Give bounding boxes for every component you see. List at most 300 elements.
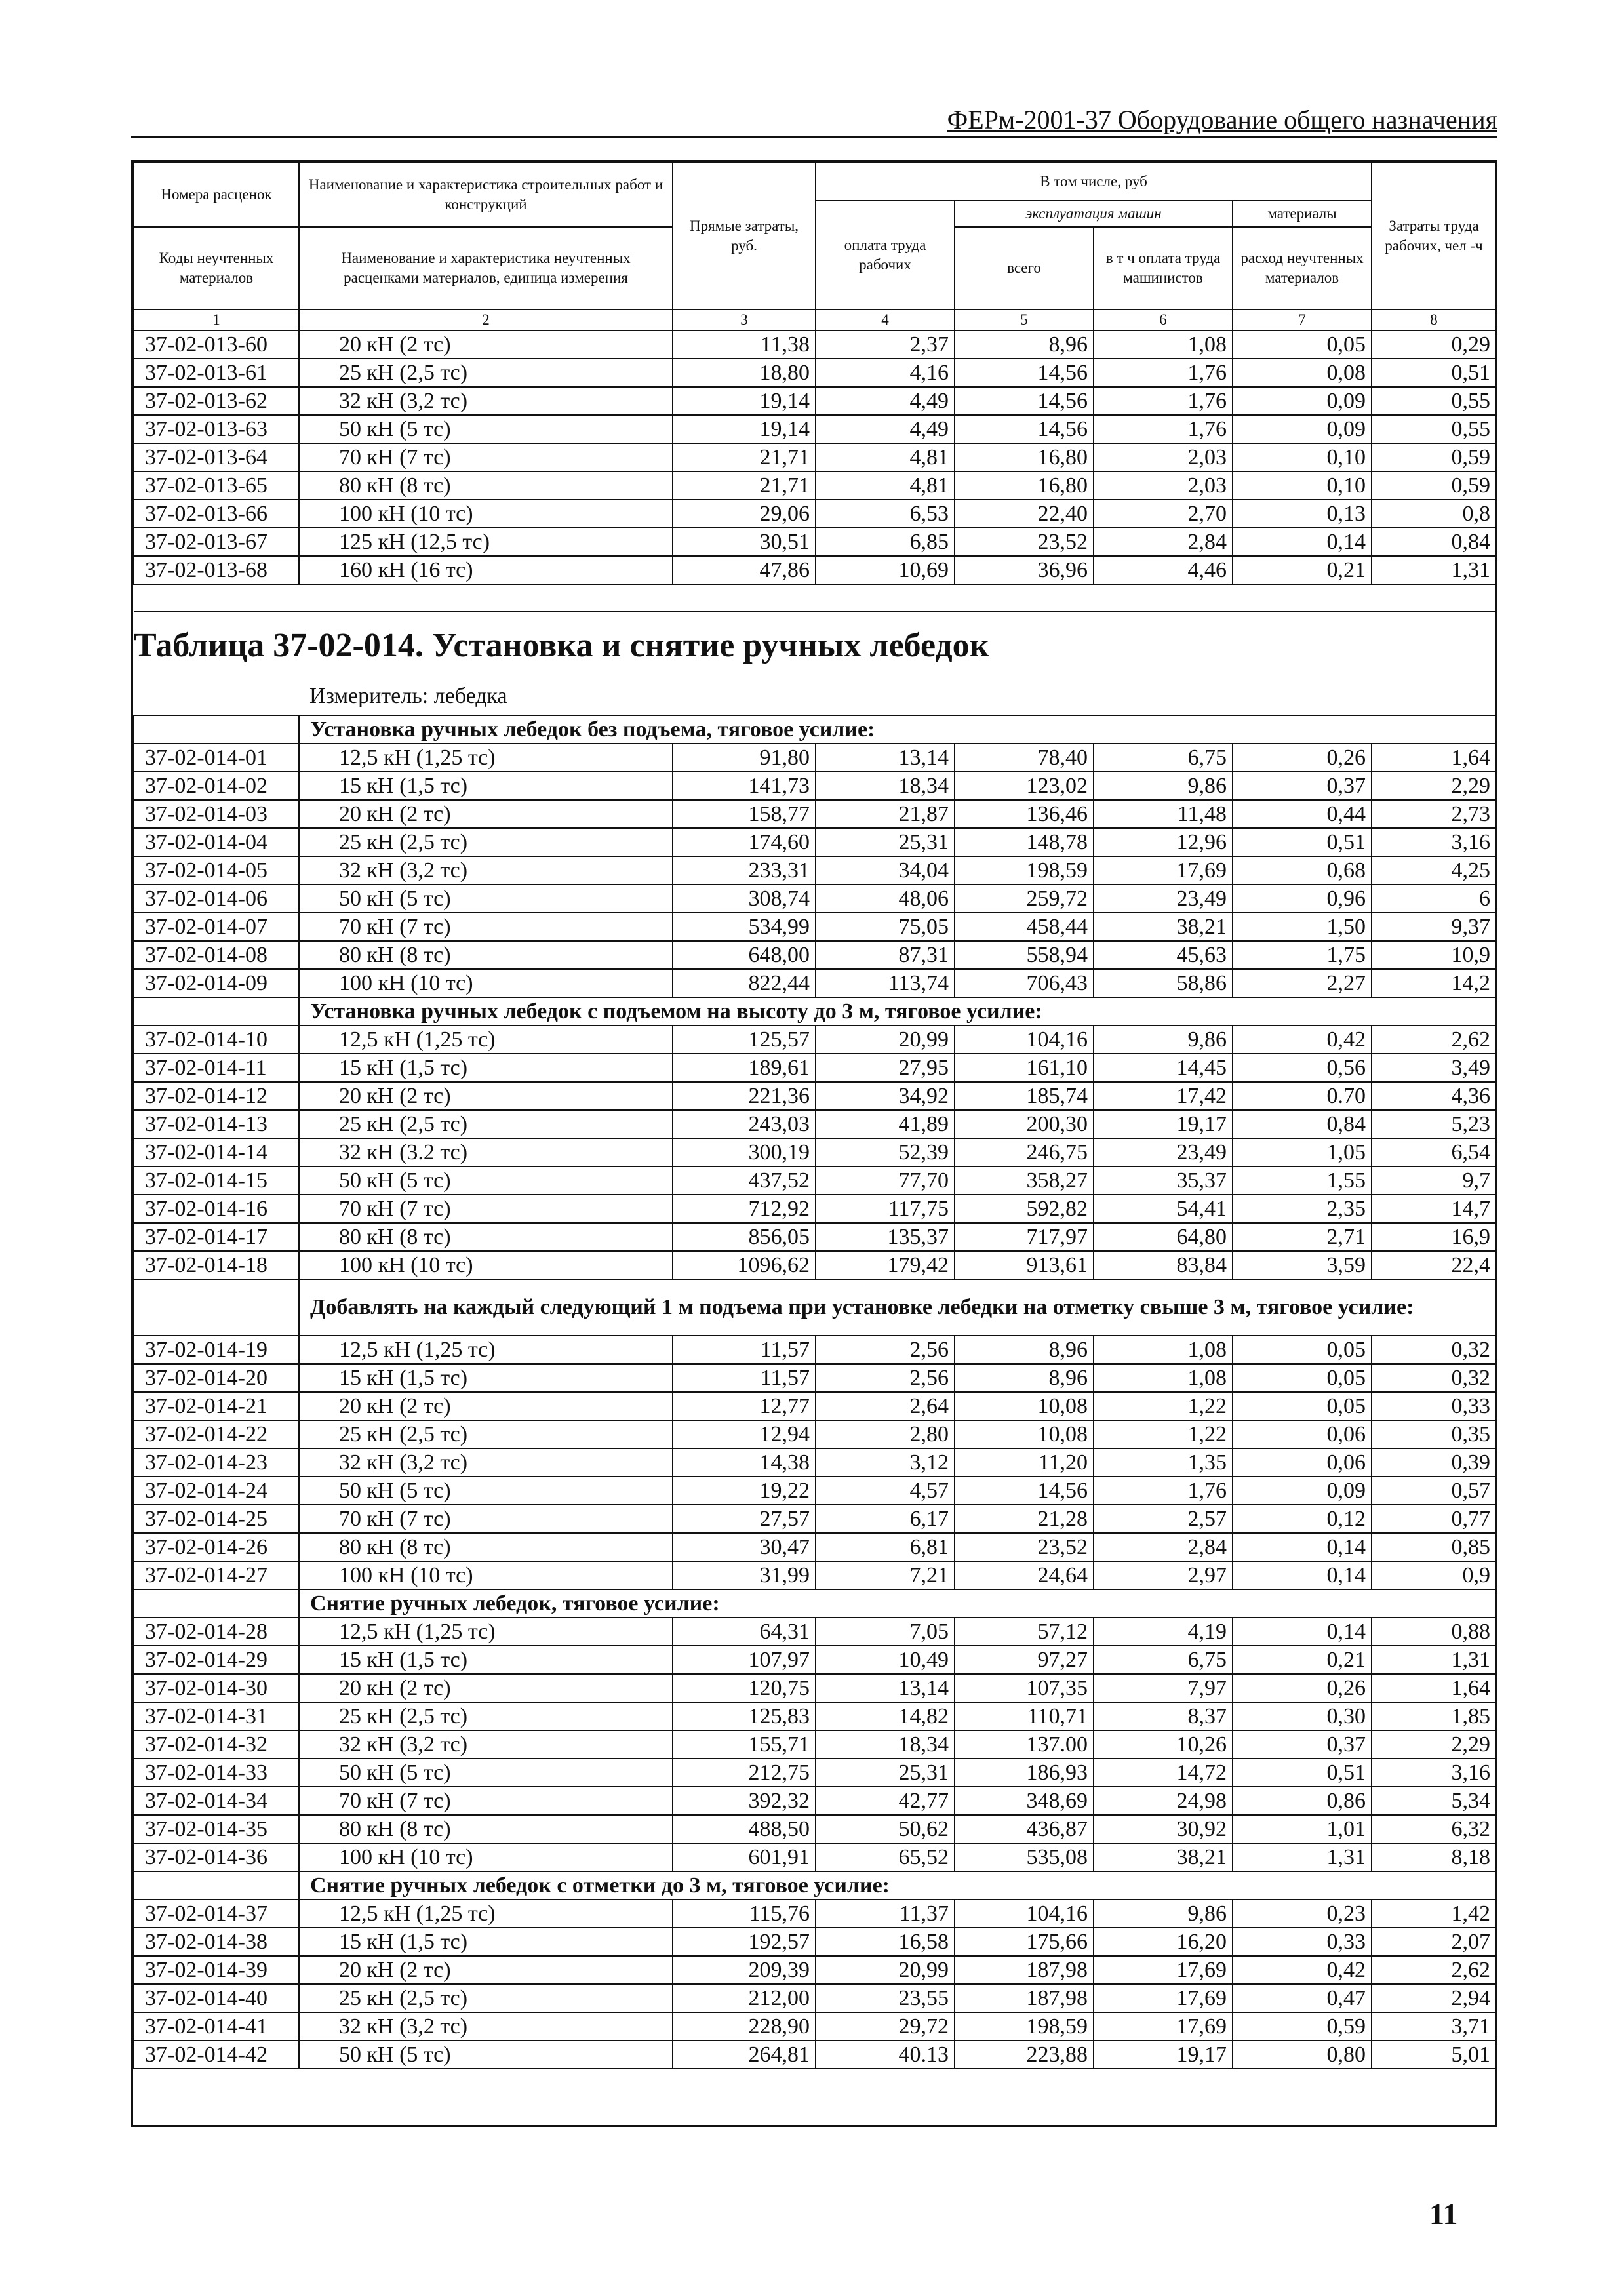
- machine-total-value: 8,96: [955, 1336, 1094, 1364]
- rate-name: 50 кН (5 тс): [299, 415, 673, 443]
- materials-value: 0,09: [1233, 1477, 1372, 1505]
- table-row: [134, 856, 1496, 885]
- labor-pay-value: 42,77: [816, 1787, 955, 1815]
- table-row: [134, 1110, 1496, 1138]
- direct-costs-value: 21,71: [673, 471, 816, 500]
- labor-pay-value: 3,12: [816, 1448, 955, 1477]
- rate-name: 80 кН (8 тс): [299, 471, 673, 500]
- section-heading-row: [134, 1279, 1496, 1336]
- rate-code: 37-02-014-24: [134, 1477, 299, 1505]
- rate-code: 37-02-013-60: [134, 330, 299, 359]
- labor-hours-value: 0,33: [1372, 1392, 1496, 1420]
- machine-total-value: 436,87: [955, 1815, 1094, 1843]
- machine-total-value: 259,72: [955, 885, 1094, 913]
- rate-code: 37-02-014-01: [134, 744, 299, 772]
- direct-costs-value: 115,76: [673, 1900, 816, 1928]
- rate-name: 20 кН (2 тс): [299, 1674, 673, 1702]
- direct-costs-value: 243,03: [673, 1110, 816, 1138]
- table-header: [134, 163, 1496, 330]
- labor-hours-value: 14,7: [1372, 1195, 1496, 1223]
- direct-costs-value: 648,00: [673, 941, 816, 969]
- direct-costs-value: 534,99: [673, 913, 816, 941]
- materials-value: 0,37: [1233, 1730, 1372, 1759]
- machine-total-value: 913,61: [955, 1251, 1094, 1279]
- direct-costs-value: 47,86: [673, 556, 816, 584]
- rate-name: 20 кН (2 тс): [299, 1956, 673, 1984]
- machinist-pay-value: 6,75: [1094, 744, 1233, 772]
- direct-costs-value: 212,75: [673, 1759, 816, 1787]
- rate-code: 37-02-014-05: [134, 856, 299, 885]
- table-row: [134, 1984, 1496, 2012]
- materials-value: 0,06: [1233, 1448, 1372, 1477]
- rate-name: 15 кН (1,5 тс): [299, 1646, 673, 1674]
- machine-total-value: 198,59: [955, 2012, 1094, 2041]
- materials-value: 0,68: [1233, 856, 1372, 885]
- col-number: 2: [299, 309, 673, 330]
- machine-total-value: 592,82: [955, 1195, 1094, 1223]
- rate-name: 12,5 кН (1,25 тс): [299, 1026, 673, 1054]
- materials-value: 0,26: [1233, 1674, 1372, 1702]
- rate-name: 100 кН (10 тс): [299, 969, 673, 997]
- machinist-pay-value: 9,86: [1094, 1026, 1233, 1054]
- machinist-pay-value: 16,20: [1094, 1928, 1233, 1956]
- machine-total-value: 16,80: [955, 471, 1094, 500]
- rate-code: 37-02-014-37: [134, 1900, 299, 1928]
- labor-pay-value: 4,81: [816, 443, 955, 471]
- labor-pay-value: 2,37: [816, 330, 955, 359]
- rate-code: 37-02-014-15: [134, 1166, 299, 1195]
- labor-hours-value: 0,59: [1372, 471, 1496, 500]
- direct-costs-value: 30,51: [673, 528, 816, 556]
- labor-hours-value: 2,62: [1372, 1026, 1496, 1054]
- machine-total-value: 24,64: [955, 1561, 1094, 1589]
- materials-value: 0,05: [1233, 1336, 1372, 1364]
- materials-value: 0,12: [1233, 1505, 1372, 1533]
- materials-value: 2,27: [1233, 969, 1372, 997]
- rate-name: 12,5 кН (1,25 тс): [299, 1618, 673, 1646]
- labor-pay-value: 34,04: [816, 856, 955, 885]
- labor-pay-value: 10,69: [816, 556, 955, 584]
- machinist-pay-value: 1,76: [1094, 415, 1233, 443]
- table-row: [134, 387, 1496, 415]
- materials-value: 0.70: [1233, 1082, 1372, 1110]
- direct-costs-value: 91,80: [673, 744, 816, 772]
- direct-costs-value: 19,22: [673, 1477, 816, 1505]
- machinist-pay-value: 1,22: [1094, 1392, 1233, 1420]
- table-row: [134, 528, 1496, 556]
- machinist-pay-value: 1,22: [1094, 1420, 1233, 1448]
- direct-costs-value: 856,05: [673, 1223, 816, 1251]
- table-014-measure: Измеритель: лебедка: [299, 678, 1496, 715]
- labor-hours-value: 9,37: [1372, 913, 1496, 941]
- labor-hours-value: 0,85: [1372, 1533, 1496, 1561]
- machinist-pay-value: 10,26: [1094, 1730, 1233, 1759]
- labor-pay-value: 18,34: [816, 1730, 955, 1759]
- direct-costs-value: 192,57: [673, 1928, 816, 1956]
- section-heading-row: [134, 1871, 1496, 1900]
- labor-hours-value: 1,31: [1372, 1646, 1496, 1674]
- materials-value: 2,35: [1233, 1195, 1372, 1223]
- rate-name: 25 кН (2,5 тс): [299, 1984, 673, 2012]
- machinist-pay-value: 17,69: [1094, 1984, 1233, 2012]
- machinist-pay-value: 58,86: [1094, 969, 1233, 997]
- machine-total-value: 358,27: [955, 1166, 1094, 1195]
- machine-total-value: 175,66: [955, 1928, 1094, 1956]
- rate-name: 50 кН (5 тс): [299, 885, 673, 913]
- running-header-text: ФЕРм-2001-37 Оборудование общего назначения: [947, 105, 1497, 134]
- labor-pay-value: 23,55: [816, 1984, 955, 2012]
- header-labor-costs: Затраты труда рабочих, чел -ч: [1372, 163, 1496, 309]
- rate-code: 37-02-014-04: [134, 828, 299, 856]
- materials-value: 1,50: [1233, 913, 1372, 941]
- header-machinist-pay: в т ч оплата труда машинистов: [1094, 227, 1233, 309]
- table-014-title: Таблица 37-02-014. Установка и снятие ручных лебедок: [134, 612, 1496, 678]
- labor-pay-value: 113,74: [816, 969, 955, 997]
- rate-code: 37-02-014-25: [134, 1505, 299, 1533]
- table-row: [134, 1928, 1496, 1956]
- materials-value: 0,47: [1233, 1984, 1372, 2012]
- rate-name: 32 кН (3,2 тс): [299, 1448, 673, 1477]
- direct-costs-value: 221,36: [673, 1082, 816, 1110]
- labor-hours-value: 2,07: [1372, 1928, 1496, 1956]
- table-014-body: [134, 715, 1496, 2069]
- table-row: [134, 1448, 1496, 1477]
- labor-hours-value: 1,64: [1372, 744, 1496, 772]
- header-unaccounted-materials: расход неучтенных материалов: [1233, 227, 1372, 309]
- labor-pay-value: 29,72: [816, 2012, 955, 2041]
- machine-total-value: 23,52: [955, 528, 1094, 556]
- machinist-pay-value: 23,49: [1094, 885, 1233, 913]
- machine-total-value: 717,97: [955, 1223, 1094, 1251]
- direct-costs-value: 125,57: [673, 1026, 816, 1054]
- materials-value: 1,75: [1233, 941, 1372, 969]
- direct-costs-value: 11,38: [673, 330, 816, 359]
- direct-costs-value: 18,80: [673, 359, 816, 387]
- labor-pay-value: 48,06: [816, 885, 955, 913]
- machinist-pay-value: 2,57: [1094, 1505, 1233, 1533]
- rate-code: 37-02-014-19: [134, 1336, 299, 1364]
- rate-name: 12,5 кН (1,25 тс): [299, 1336, 673, 1364]
- table-row: [134, 1364, 1496, 1392]
- table-row: [134, 1730, 1496, 1759]
- rate-name: 25 кН (2,5 тс): [299, 359, 673, 387]
- rate-code: 37-02-014-17: [134, 1223, 299, 1251]
- rate-code: 37-02-014-23: [134, 1448, 299, 1477]
- materials-value: 0,42: [1233, 1956, 1372, 1984]
- direct-costs-value: 437,52: [673, 1166, 816, 1195]
- table-row: [134, 359, 1496, 387]
- machinist-pay-value: 38,21: [1094, 1843, 1233, 1871]
- rate-name: 32 кН (3.2 тс): [299, 1138, 673, 1166]
- header-including: В том числе, руб: [816, 163, 1372, 201]
- rate-code: 37-02-014-41: [134, 2012, 299, 2041]
- machine-total-value: 104,16: [955, 1026, 1094, 1054]
- rate-code: 37-02-014-12: [134, 1082, 299, 1110]
- direct-costs-value: 209,39: [673, 1956, 816, 1984]
- machinist-pay-value: 9,86: [1094, 772, 1233, 800]
- machinist-pay-value: 83,84: [1094, 1251, 1233, 1279]
- materials-value: 0,08: [1233, 359, 1372, 387]
- rate-code: 37-02-014-11: [134, 1054, 299, 1082]
- labor-pay-value: 6,53: [816, 500, 955, 528]
- machinist-pay-value: 2,97: [1094, 1561, 1233, 1589]
- section-heading: Снятие ручных лебедок, тяговое усилие:: [299, 1589, 1496, 1618]
- direct-costs-value: 189,61: [673, 1054, 816, 1082]
- direct-costs-value: 27,57: [673, 1505, 816, 1533]
- direct-costs-value: 308,74: [673, 885, 816, 913]
- table-row: [134, 1138, 1496, 1166]
- table-row: [134, 2012, 1496, 2041]
- direct-costs-value: 174,60: [673, 828, 816, 856]
- labor-pay-value: 2,80: [816, 1420, 955, 1448]
- labor-pay-value: 117,75: [816, 1195, 955, 1223]
- materials-value: 0,37: [1233, 772, 1372, 800]
- table-row: [134, 1815, 1496, 1843]
- table-row: [134, 1787, 1496, 1815]
- labor-pay-value: 21,87: [816, 800, 955, 828]
- table-row: [134, 415, 1496, 443]
- labor-hours-value: 0,88: [1372, 1618, 1496, 1646]
- labor-pay-value: 11,37: [816, 1900, 955, 1928]
- machinist-pay-value: 2,03: [1094, 443, 1233, 471]
- labor-hours-value: 1,64: [1372, 1674, 1496, 1702]
- rate-name: 20 кН (2 тс): [299, 1082, 673, 1110]
- rate-name: 70 кН (7 тс): [299, 443, 673, 471]
- table-row: [134, 1223, 1496, 1251]
- labor-pay-value: 20,99: [816, 1956, 955, 1984]
- labor-pay-value: 6,17: [816, 1505, 955, 1533]
- labor-hours-value: 5,23: [1372, 1110, 1496, 1138]
- col-number: 6: [1094, 309, 1233, 330]
- rate-code: 37-02-014-42: [134, 2041, 299, 2069]
- machinist-pay-value: 30,92: [1094, 1815, 1233, 1843]
- rate-code: 37-02-014-21: [134, 1392, 299, 1420]
- rate-name: 25 кН (2,5 тс): [299, 1110, 673, 1138]
- machine-total-value: 21,28: [955, 1505, 1094, 1533]
- labor-pay-value: 75,05: [816, 913, 955, 941]
- direct-costs-value: 212,00: [673, 1984, 816, 2012]
- machine-total-value: 22,40: [955, 500, 1094, 528]
- machinist-pay-value: 8,37: [1094, 1702, 1233, 1730]
- machinist-pay-value: 2,70: [1094, 500, 1233, 528]
- machine-total-value: 148,78: [955, 828, 1094, 856]
- materials-value: 0,14: [1233, 1533, 1372, 1561]
- direct-costs-value: 601,91: [673, 1843, 816, 1871]
- labor-pay-value: 18,34: [816, 772, 955, 800]
- labor-hours-value: 0,35: [1372, 1420, 1496, 1448]
- table-row: [134, 772, 1496, 800]
- rate-name: 70 кН (7 тс): [299, 913, 673, 941]
- materials-value: 0,80: [1233, 2041, 1372, 2069]
- machinist-pay-value: 2,84: [1094, 1533, 1233, 1561]
- header-machine-total: всего: [955, 227, 1094, 309]
- machinist-pay-value: 19,17: [1094, 2041, 1233, 2069]
- labor-pay-value: 2,64: [816, 1392, 955, 1420]
- machinist-pay-value: 11,48: [1094, 800, 1233, 828]
- machinist-pay-value: 2,84: [1094, 528, 1233, 556]
- rate-name: 100 кН (10 тс): [299, 1561, 673, 1589]
- direct-costs-value: 30,47: [673, 1533, 816, 1561]
- labor-hours-value: 1,85: [1372, 1702, 1496, 1730]
- rate-code: 37-02-014-40: [134, 1984, 299, 2012]
- machine-total-value: 535,08: [955, 1843, 1094, 1871]
- materials-value: 0,09: [1233, 387, 1372, 415]
- labor-pay-value: 4,49: [816, 415, 955, 443]
- direct-costs-value: 11,57: [673, 1364, 816, 1392]
- rate-code: 37-02-014-09: [134, 969, 299, 997]
- table-row: [134, 828, 1496, 856]
- materials-value: 0,14: [1233, 1561, 1372, 1589]
- rate-code: 37-02-014-10: [134, 1026, 299, 1054]
- table-row: [134, 330, 1496, 359]
- labor-hours-value: 2,29: [1372, 772, 1496, 800]
- labor-hours-value: 6,54: [1372, 1138, 1496, 1166]
- rate-name: 20 кН (2 тс): [299, 800, 673, 828]
- direct-costs-value: 392,32: [673, 1787, 816, 1815]
- table-row: [134, 913, 1496, 941]
- machinist-pay-value: 14,72: [1094, 1759, 1233, 1787]
- rate-name: 15 кН (1,5 тс): [299, 772, 673, 800]
- machine-total-value: 200,30: [955, 1110, 1094, 1138]
- table-row: [134, 1026, 1496, 1054]
- labor-pay-value: 4,49: [816, 387, 955, 415]
- rate-code: 37-02-013-67: [134, 528, 299, 556]
- rate-code: 37-02-014-35: [134, 1815, 299, 1843]
- labor-pay-value: 13,14: [816, 1674, 955, 1702]
- rate-name: 15 кН (1,5 тс): [299, 1054, 673, 1082]
- rates-table: [133, 162, 1497, 2069]
- materials-value: 0,42: [1233, 1026, 1372, 1054]
- labor-hours-value: 3,16: [1372, 828, 1496, 856]
- rate-code: 37-02-014-22: [134, 1420, 299, 1448]
- machine-total-value: 246,75: [955, 1138, 1094, 1166]
- labor-pay-value: 16,58: [816, 1928, 955, 1956]
- labor-hours-value: 0,51: [1372, 359, 1496, 387]
- materials-value: 1,31: [1233, 1843, 1372, 1871]
- direct-costs-value: 233,31: [673, 856, 816, 885]
- machine-total-value: 14,56: [955, 387, 1094, 415]
- direct-costs-value: 14,38: [673, 1448, 816, 1477]
- machinist-pay-value: 35,37: [1094, 1166, 1233, 1195]
- materials-value: 0,10: [1233, 471, 1372, 500]
- rate-name: 32 кН (3,2 тс): [299, 387, 673, 415]
- materials-value: 0,26: [1233, 744, 1372, 772]
- rate-name: 160 кН (16 тс): [299, 556, 673, 584]
- rate-code: 37-02-013-64: [134, 443, 299, 471]
- materials-value: 1,01: [1233, 1815, 1372, 1843]
- labor-pay-value: 25,31: [816, 1759, 955, 1787]
- rate-code: 37-02-014-30: [134, 1674, 299, 1702]
- labor-pay-value: 2,56: [816, 1364, 955, 1392]
- rate-code: 37-02-014-34: [134, 1787, 299, 1815]
- labor-hours-value: 0,8: [1372, 500, 1496, 528]
- labor-hours-value: 0,32: [1372, 1364, 1496, 1392]
- labor-hours-value: 0,59: [1372, 443, 1496, 471]
- rate-name: 25 кН (2,5 тс): [299, 828, 673, 856]
- materials-value: 0,56: [1233, 1054, 1372, 1082]
- machine-total-value: 110,71: [955, 1702, 1094, 1730]
- header-materials: материалы: [1233, 201, 1372, 227]
- machinist-pay-value: 17,69: [1094, 856, 1233, 885]
- table-row: [134, 941, 1496, 969]
- rate-code: 37-02-013-62: [134, 387, 299, 415]
- labor-hours-value: 16,9: [1372, 1223, 1496, 1251]
- labor-hours-value: 0,84: [1372, 528, 1496, 556]
- rate-name: 25 кН (2,5 тс): [299, 1420, 673, 1448]
- labor-pay-value: 40.13: [816, 2041, 955, 2069]
- table-row: [134, 443, 1496, 471]
- col-number: 3: [673, 309, 816, 330]
- table-row: [134, 1561, 1496, 1589]
- table-row: [134, 1618, 1496, 1646]
- labor-hours-value: 3,49: [1372, 1054, 1496, 1082]
- rate-name: 50 кН (5 тс): [299, 1166, 673, 1195]
- rate-name: 80 кН (8 тс): [299, 1223, 673, 1251]
- machinist-pay-value: 17,69: [1094, 1956, 1233, 1984]
- machine-total-value: 137.00: [955, 1730, 1094, 1759]
- materials-value: 2,71: [1233, 1223, 1372, 1251]
- machinist-pay-value: 12,96: [1094, 828, 1233, 856]
- labor-hours-value: 10,9: [1372, 941, 1496, 969]
- labor-hours-value: 0,57: [1372, 1477, 1496, 1505]
- machinist-pay-value: 19,17: [1094, 1110, 1233, 1138]
- materials-value: 0,30: [1233, 1702, 1372, 1730]
- rate-code: 37-02-014-26: [134, 1533, 299, 1561]
- materials-value: 0,33: [1233, 1928, 1372, 1956]
- table-row: [134, 500, 1496, 528]
- machine-total-value: 36,96: [955, 556, 1094, 584]
- materials-value: 0,05: [1233, 1392, 1372, 1420]
- machinist-pay-value: 38,21: [1094, 913, 1233, 941]
- page-frame: [131, 160, 1497, 2127]
- labor-pay-value: 50,62: [816, 1815, 955, 1843]
- machinist-pay-value: 23,49: [1094, 1138, 1233, 1166]
- table-row: [134, 1477, 1496, 1505]
- materials-value: 0,14: [1233, 528, 1372, 556]
- machine-total-value: 558,94: [955, 941, 1094, 969]
- materials-value: 0,44: [1233, 800, 1372, 828]
- section-heading: Снятие ручных лебедок с отметки до 3 м, тяговое усилие:: [299, 1871, 1496, 1900]
- labor-pay-value: 6,85: [816, 528, 955, 556]
- labor-hours-value: 0,32: [1372, 1336, 1496, 1364]
- machinist-pay-value: 1,76: [1094, 1477, 1233, 1505]
- direct-costs-value: 228,90: [673, 2012, 816, 2041]
- direct-costs-value: 31,99: [673, 1561, 816, 1589]
- machinist-pay-value: 17,69: [1094, 2012, 1233, 2041]
- labor-pay-value: 34,92: [816, 1082, 955, 1110]
- table-013-body: [134, 330, 1496, 584]
- machine-total-value: 10,08: [955, 1392, 1094, 1420]
- rate-name: 125 кН (12,5 тс): [299, 528, 673, 556]
- table-row: [134, 1759, 1496, 1787]
- rate-code: 37-02-014-02: [134, 772, 299, 800]
- rate-code: 37-02-014-29: [134, 1646, 299, 1674]
- header-machine-operation: эксплуатация машин: [955, 201, 1233, 227]
- machinist-pay-value: 1,35: [1094, 1448, 1233, 1477]
- rate-code: 37-02-014-39: [134, 1956, 299, 1984]
- section-heading: Установка ручных лебедок без подъема, тяговое усилие:: [299, 715, 1496, 744]
- rate-name: 20 кН (2 тс): [299, 1392, 673, 1420]
- rate-name: 100 кН (10 тс): [299, 500, 673, 528]
- labor-pay-value: 13,14: [816, 744, 955, 772]
- col-number: 8: [1372, 309, 1496, 330]
- rate-code: 37-02-014-32: [134, 1730, 299, 1759]
- rate-name: 70 кН (7 тс): [299, 1787, 673, 1815]
- table-row: [134, 1674, 1496, 1702]
- header-unaccounted-codes: Коды неучтенных материалов: [134, 227, 299, 309]
- table-row: [134, 1956, 1496, 1984]
- machine-total-value: 123,02: [955, 772, 1094, 800]
